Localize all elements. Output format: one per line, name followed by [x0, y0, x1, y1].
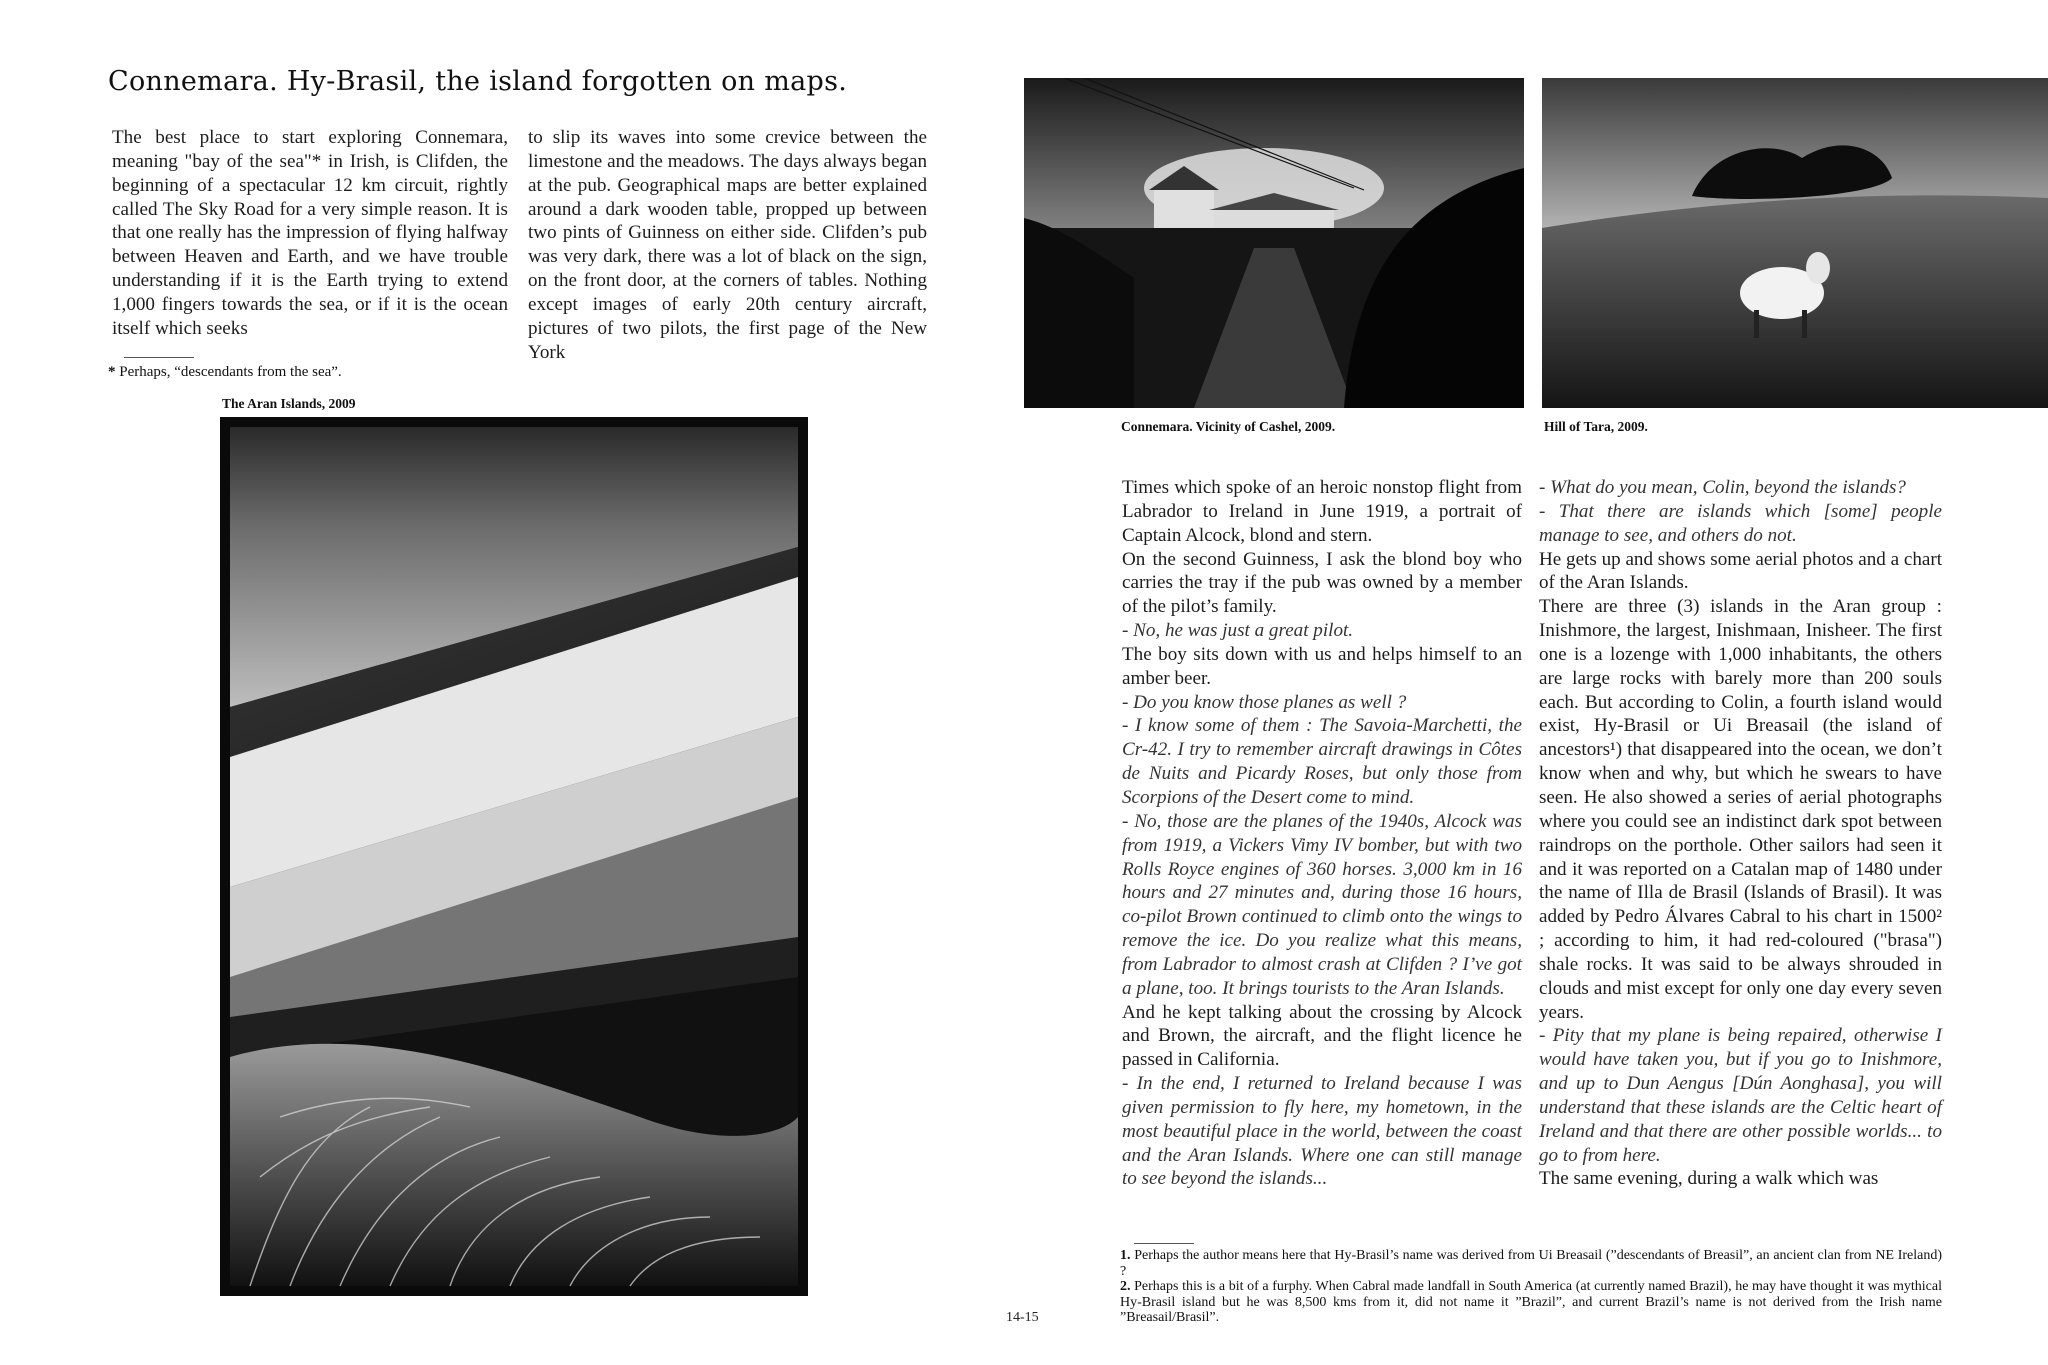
hill-of-tara-image: [1542, 78, 2048, 408]
paragraph: to slip its waves into some crevice between the limestone and the meadows. The days always began at the pub. Geographical maps are better explained around a dark wooden table, propped up between two pints of Guinness on either side. Clifden’s pub was very dark, there was a lot of black on the sign, on the front door, at the corners of tables. Nothing except images of early 20th century aircraft, pictures of two pilots, the first page of the New York: [528, 127, 927, 363]
dialogue-line: - In the end, I returned to Ireland because I was given permission to fly here, my hometown, in the most beautiful place in the world, between the coast and the Aran Islands. Where one can still manage to see beyond the islands...: [1122, 1073, 1522, 1190]
text-column-3: [1122, 476, 1522, 1191]
photo-caption-tara: Hill of Tara, 2009.: [1544, 419, 1648, 434]
footnote-rule: [124, 357, 194, 358]
text-column-1: [112, 126, 508, 341]
footnote-text: Perhaps this is a bit of a furphy. When Cabral made landfall in South America (at currently named Brazil), he may have thought it was mythical Hy-Brasil island but he was 8,500 kms from it, did not name it ”Brazil”, and current Brazil’s name is not derived from the Irish name ”Breasail/Brasil”.: [1120, 1279, 1942, 1325]
footnotes-right: [1120, 1248, 1942, 1326]
footnote-number: 2.: [1120, 1279, 1131, 1294]
paragraph: He gets up and shows some aerial photos and a chart of the Aran Islands.: [1539, 548, 1942, 594]
footnote-text: Perhaps, “descendants from the sea”.: [119, 364, 342, 380]
dialogue-line: - That there are islands which [some] people manage to see, and others do not.: [1539, 500, 1942, 546]
paragraph: There are three (3) islands in the Aran group : Inishmore, the largest, Inishmaan, Inisheer. The first one is a lozenge with 1,000 inhabitants, the others are large rocks with barely more than 200 souls each. But according to Colin, a fourth island would exist, Hy-Brasil or Ui Breasail (the island of ancestors¹) that disappeared into the ocean, we don’t know when and why, but which he swears to have seen. He also showed a series of aerial photographs where you could see an indistinct dark spot between raindrops on the porthole. Other sailors had seen it and it was reported on a Catalan map of 1480 under the name of Illa de Brasil (Islands of Brasil). It was added by Pedro Álvares Cabral to his chart in 1500² ; according to him, it had red-coloured ("brasa") shale rocks. It was said to be always shrouded in clouds and mist except for only one day every seven years.: [1539, 596, 1942, 1023]
aran-islands-image: [220, 417, 808, 1296]
paragraph: The best place to start exploring Connemara, meaning "bay of the sea"* in Irish, is Clifden, the beginning of a spectacular 12 km circuit, rightly called The Sky Road for a very simple reason. It is that one really has the impression of flying halfway between Heaven and Earth, and we have trouble understanding if it is the Earth trying to extend 1,000 fingers towards the sea, or if it is the ocean itself which seeks: [112, 127, 508, 339]
footnote: [108, 364, 508, 381]
footnote-1: [1120, 1248, 1942, 1279]
paragraph: The boy sits down with us and helps himself to an amber beer.: [1122, 643, 1522, 689]
dialogue-line: - No, those are the planes of the 1940s, Alcock was from 1919, a Vickers Vimy IV bomber, but with two Rolls Royce engines of 360 horses. 3,000 km in 16 hours and 27 minutes and, during those 16 hours, co-pilot Brown continued to climb onto the wings to remove the ice. Do you realize what this means, from Labrador to almost crash at Clifden ? I’ve got a plane, too. It brings tourists to the Aran Islands.: [1122, 810, 1522, 999]
paragraph: The same evening, during a walk which was: [1539, 1168, 1879, 1190]
dialogue-line: - I know some of them : The Savoia-Marchetti, the Cr-42. I try to remember aircraft drawings in Côtes de Nuits and Picardy Roses, but only those from Scorpions of the Desert come to mind.: [1122, 715, 1522, 808]
paragraph: On the second Guinness, I ask the blond boy who carries the tray if the pub was owned by a member of the pilot’s family.: [1122, 548, 1522, 618]
connemara-image: [1024, 78, 1524, 408]
paragraph: And he kept talking about the crossing by Alcock and Brown, the aircraft, and the flight licence he passed in California.: [1122, 1001, 1522, 1071]
dialogue-line: - Pity that my plane is being repaired, otherwise I would have taken you, but if you go to Inishmore, and up to Dun Aengus [Dún Aonghasa], you will understand that these islands are the Celtic heart of Ireland and that there are other possible worlds... to go to from here.: [1539, 1025, 1942, 1166]
text-column-4: [1539, 476, 1942, 1191]
footnote-2: [1120, 1279, 1942, 1326]
text-column-2: [528, 126, 927, 364]
dialogue-line: - What do you mean, Colin, beyond the islands?: [1539, 477, 1906, 498]
footnote-text: Perhaps the author means here that Hy-Brasil’s name was derived from Ui Breasail (”descendants of Breasil”, an ancient clan from NE Ireland) ?: [1120, 1248, 1942, 1279]
photo-hill-of-tara: [1542, 78, 2048, 408]
photo-connemara-cashel: [1024, 78, 1524, 408]
page-title: Connemara. Hy-Brasil, the island forgotten on maps.: [108, 66, 848, 97]
footnote-rule-right: [1134, 1243, 1194, 1244]
paragraph: Times which spoke of an heroic nonstop flight from Labrador to Ireland in June 1919, a portrait of Captain Alcock, blond and stern.: [1122, 477, 1522, 546]
dialogue-line: - Do you know those planes as well ?: [1122, 691, 1407, 713]
footnote-number: 1.: [1120, 1248, 1131, 1263]
photo-caption-aran: The Aran Islands, 2009: [222, 396, 356, 411]
dialogue-line: - No, he was just a great pilot.: [1122, 620, 1354, 642]
photo-aran-islands: [220, 417, 808, 1296]
footnote-marker: *: [108, 364, 116, 380]
page-number: 14-15: [1006, 1310, 1039, 1325]
photo-caption-cashel: Connemara. Vicinity of Cashel, 2009.: [1121, 419, 1336, 434]
